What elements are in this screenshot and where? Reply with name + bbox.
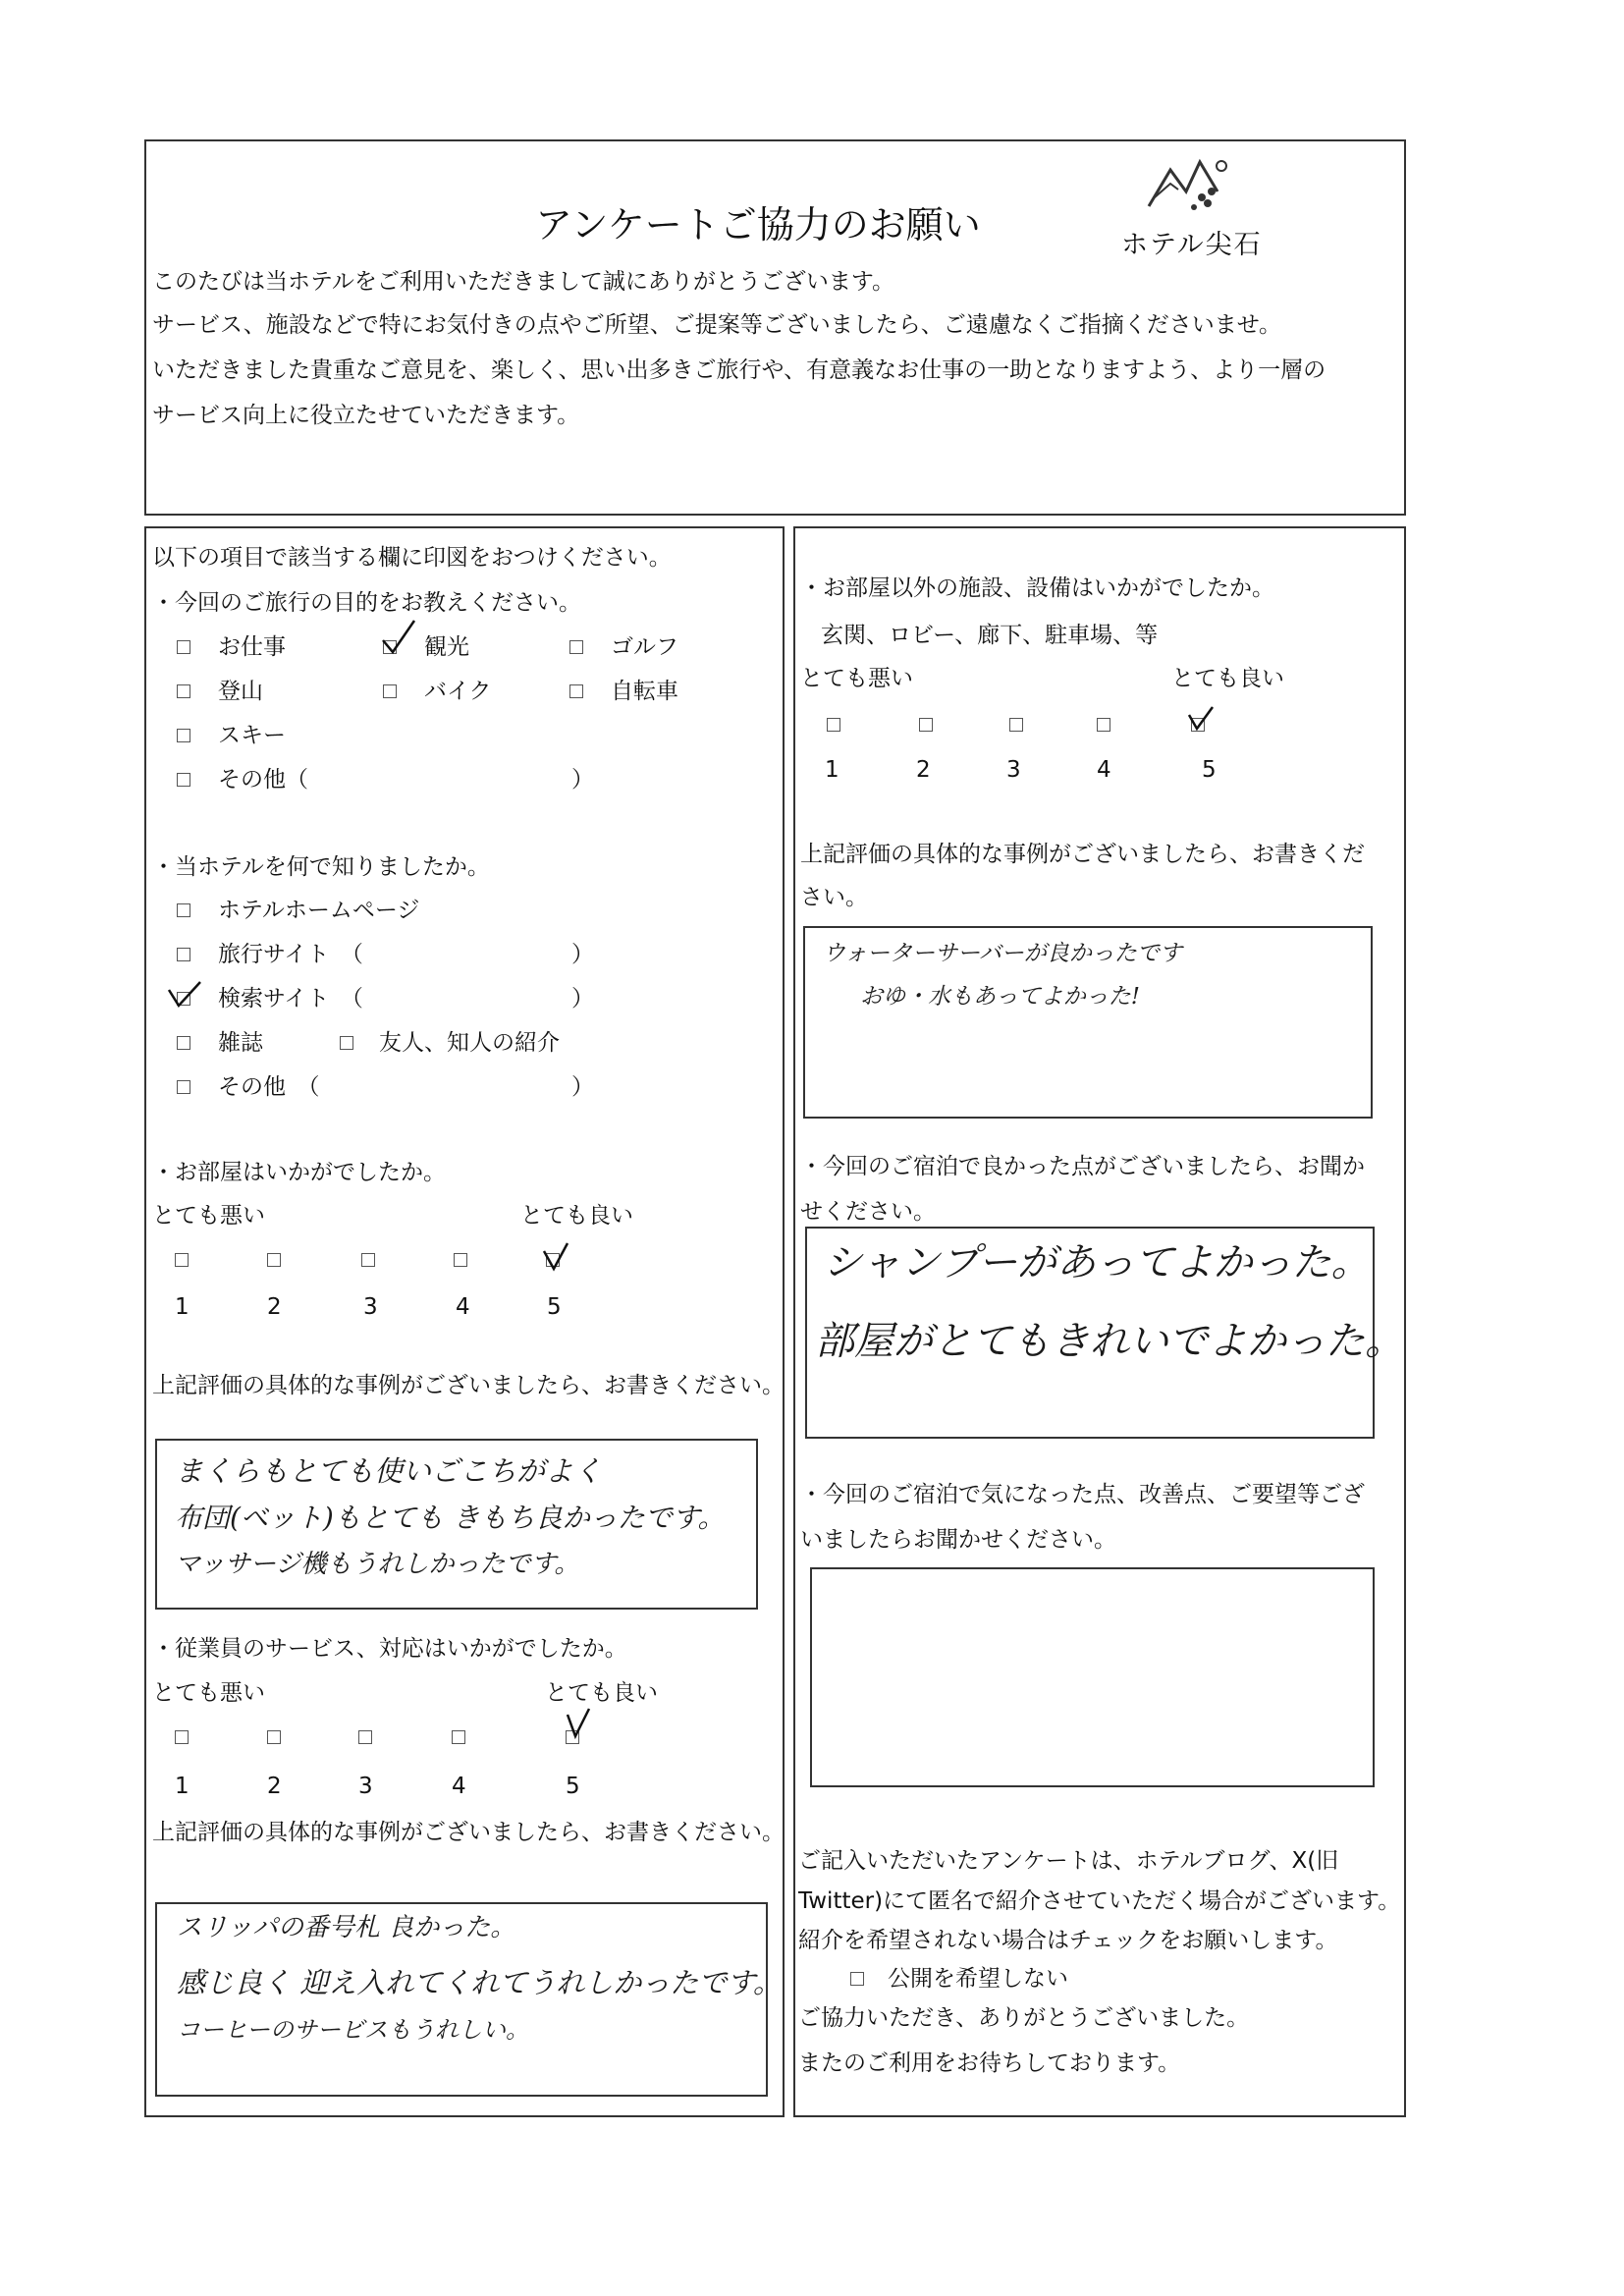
facilities-rating-3[interactable] bbox=[1009, 718, 1023, 732]
purpose-question: ・今回のご旅行の目的をお教えください。 bbox=[152, 590, 581, 616]
closing-line-1: ご記入いただいたアンケートは、ホテルブログ、X(旧 bbox=[798, 1848, 1339, 1874]
closing-line-3: 紹介を希望されない場合はチェックをお願いします。 bbox=[798, 1928, 1338, 1953]
purpose-label-other: その他（ bbox=[218, 767, 308, 793]
room-rating-1[interactable] bbox=[175, 1253, 189, 1267]
staff-question: ・従業員のサービス、対応はいかがでしたか。 bbox=[152, 1636, 627, 1662]
page-title: アンケートご協力のお願い bbox=[535, 203, 981, 246]
room-scale-bad: とても悪い bbox=[152, 1203, 265, 1229]
closing-thanks: ご協力いただき、ありがとうございました。 bbox=[798, 2005, 1250, 2031]
room-comment-line-1: まくらもとても使いごこちがよく bbox=[175, 1454, 603, 1488]
purpose-other-close: ） bbox=[571, 767, 594, 793]
purpose-checkbox-bike[interactable] bbox=[383, 684, 397, 698]
room-comment-prompt: 上記評価の具体的な事例がございましたら、お書きください。 bbox=[152, 1373, 785, 1398]
staff-scale-4: 4 bbox=[452, 1774, 466, 1799]
checkmark-icon bbox=[1185, 699, 1218, 735]
room-scale-1: 1 bbox=[175, 1294, 189, 1320]
facilities-comment-line-2: おゆ・水もあってよかった! bbox=[860, 984, 1141, 1010]
purpose-checkbox-climbing[interactable] bbox=[177, 684, 190, 698]
purpose-checkbox-ski[interactable] bbox=[177, 729, 190, 742]
purpose-label-bicycle: 自転車 bbox=[611, 679, 678, 704]
staff-scale-2: 2 bbox=[267, 1774, 282, 1799]
staff-rating-4[interactable] bbox=[452, 1730, 465, 1744]
source-label-other: その他 （ bbox=[218, 1074, 320, 1100]
source-label-homepage: ホテルホームページ bbox=[218, 898, 420, 923]
facilities-scale-1: 1 bbox=[825, 757, 839, 783]
closing-again: またのご利用をお待ちしております。 bbox=[798, 2050, 1181, 2076]
hotel-logo bbox=[1100, 152, 1263, 260]
staff-comment-line-2: 感じ良く 迎え入れてくれてうれしかったです。 bbox=[177, 1966, 782, 1999]
purpose-label-bike: バイク bbox=[424, 679, 492, 704]
improvements-prompt-2: いましたらお聞かせください。 bbox=[800, 1527, 1116, 1553]
facilities-scale-2: 2 bbox=[916, 757, 931, 783]
source-search-site-close: ） bbox=[571, 986, 594, 1011]
facilities-rating-1[interactable] bbox=[827, 718, 840, 732]
source-label-travel-site: 旅行サイト （ bbox=[218, 942, 363, 967]
purpose-checkbox-other[interactable] bbox=[177, 773, 190, 787]
room-scale-2: 2 bbox=[267, 1294, 282, 1320]
intro-line-3: いただきました貴重なご意見を、楽しく、思い出多きご旅行や、有意義なお仕事の一助となりますよう、より一層の bbox=[152, 357, 1326, 383]
improvements-comment-box[interactable] bbox=[810, 1567, 1375, 1787]
hotel-name: ホテル尖石 bbox=[1121, 230, 1263, 260]
instruction-text: 以下の項目で該当する欄に印図をおつけください。 bbox=[152, 545, 672, 571]
room-scale-4: 4 bbox=[456, 1294, 470, 1320]
source-checkbox-magazine[interactable] bbox=[177, 1036, 190, 1050]
staff-scale-3: 3 bbox=[358, 1774, 373, 1799]
facilities-scale-4: 4 bbox=[1097, 757, 1111, 783]
facilities-rating-2[interactable] bbox=[919, 718, 933, 732]
staff-rating-2[interactable] bbox=[267, 1730, 281, 1744]
source-label-magazine: 雑誌 bbox=[218, 1030, 263, 1056]
room-comment-line-3: マッサージ機もうれしかったです。 bbox=[175, 1550, 580, 1579]
source-checkbox-other[interactable] bbox=[177, 1080, 190, 1094]
staff-scale-1: 1 bbox=[175, 1774, 189, 1799]
facilities-scale-3: 3 bbox=[1006, 757, 1021, 783]
room-rating-2[interactable] bbox=[267, 1253, 281, 1267]
source-label-friend: 友人、知人の紹介 bbox=[379, 1030, 560, 1056]
facilities-comment-prompt-2: さい。 bbox=[800, 885, 868, 910]
facilities-comment-line-1: ウォーターサーバーが良かったです bbox=[823, 941, 1182, 966]
staff-scale-good: とても良い bbox=[545, 1680, 658, 1706]
source-question: ・当ホテルを何で知りましたか。 bbox=[152, 854, 490, 880]
checkmark-icon bbox=[564, 1707, 597, 1742]
optout-checkbox[interactable] bbox=[850, 1972, 864, 1986]
optout-label: 公開を希望しない bbox=[888, 1966, 1068, 1992]
source-checkbox-travel-site[interactable] bbox=[177, 948, 190, 961]
source-checkbox-homepage[interactable] bbox=[177, 903, 190, 917]
checkmark-icon bbox=[379, 617, 418, 656]
room-rating-3[interactable] bbox=[361, 1253, 375, 1267]
room-rating-4[interactable] bbox=[454, 1253, 467, 1267]
purpose-label-golf: ゴルフ bbox=[611, 634, 678, 660]
facilities-rating-4[interactable] bbox=[1097, 718, 1110, 732]
room-scale-5: 5 bbox=[547, 1294, 562, 1320]
mountain-logo-icon bbox=[1100, 152, 1257, 221]
staff-scale-5: 5 bbox=[566, 1774, 580, 1799]
intro-line-4: サービス向上に役立たせていただきます。 bbox=[152, 403, 580, 428]
room-scale-3: 3 bbox=[363, 1294, 378, 1320]
facilities-scale-bad: とても悪い bbox=[800, 666, 913, 691]
purpose-checkbox-work[interactable] bbox=[177, 640, 190, 654]
checkmark-icon bbox=[165, 976, 204, 1011]
facilities-sub: 玄関、ロビー、廊下、駐車場、等 bbox=[821, 623, 1159, 648]
purpose-label-work: お仕事 bbox=[218, 634, 286, 660]
staff-rating-3[interactable] bbox=[358, 1730, 372, 1744]
closing-line-2: Twitter)にて匿名で紹介させていただく場合がございます。 bbox=[798, 1888, 1401, 1914]
good-points-line-2: 部屋がとてもきれいでよかった。 bbox=[815, 1319, 1404, 1364]
purpose-label-sightseeing: 観光 bbox=[424, 634, 469, 660]
purpose-label-ski: スキー bbox=[218, 723, 286, 748]
room-scale-good: とても良い bbox=[520, 1203, 633, 1229]
facilities-comment-prompt-1: 上記評価の具体的な事例がございましたら、お書きくだ bbox=[800, 842, 1365, 867]
staff-scale-bad: とても悪い bbox=[152, 1680, 265, 1706]
good-points-prompt-1: ・今回のご宿泊で良かった点がございましたら、お聞か bbox=[800, 1154, 1365, 1179]
facilities-question: ・お部屋以外の施設、設備はいかがでしたか。 bbox=[800, 575, 1274, 601]
staff-rating-1[interactable] bbox=[175, 1730, 189, 1744]
staff-comment-prompt: 上記評価の具体的な事例がございましたら、お書きください。 bbox=[152, 1820, 785, 1845]
staff-comment-line-3: コーヒーのサービスもうれしい。 bbox=[177, 2016, 530, 2044]
good-points-prompt-2: せください。 bbox=[800, 1199, 936, 1225]
facilities-scale-5: 5 bbox=[1202, 757, 1217, 783]
source-checkbox-friend[interactable] bbox=[340, 1036, 353, 1050]
purpose-checkbox-bicycle[interactable] bbox=[569, 684, 583, 698]
facilities-scale-good: とても良い bbox=[1171, 666, 1284, 691]
intro-line-2: サービス、施設などで特にお気付きの点やご所望、ご提案等ございましたら、ご遠慮なくご指摘くださいませ。 bbox=[152, 312, 1281, 338]
purpose-label-climbing: 登山 bbox=[218, 679, 263, 704]
room-question: ・お部屋はいかがでしたか。 bbox=[152, 1160, 446, 1185]
source-travel-site-close: ） bbox=[571, 942, 594, 967]
checkmark-icon bbox=[540, 1239, 573, 1275]
source-other-close: ） bbox=[571, 1074, 594, 1100]
good-points-line-1: シャンプーがあってよかった。 bbox=[823, 1240, 1371, 1285]
intro-line-1: このたびは当ホテルをご利用いただきまして誠にありがとうございます。 bbox=[152, 269, 895, 295]
source-label-search-site: 検索サイト （ bbox=[218, 986, 363, 1011]
improvements-prompt-1: ・今回のご宿泊で気になった点、改善点、ご要望等ござ bbox=[800, 1482, 1365, 1507]
room-comment-line-2: 布団(ベット)もとても きもち良かったです。 bbox=[175, 1502, 726, 1534]
purpose-checkbox-golf[interactable] bbox=[569, 640, 583, 654]
staff-comment-line-1: スリッパの番号札 良かった。 bbox=[177, 1913, 516, 1942]
left-column-box bbox=[144, 526, 785, 2117]
